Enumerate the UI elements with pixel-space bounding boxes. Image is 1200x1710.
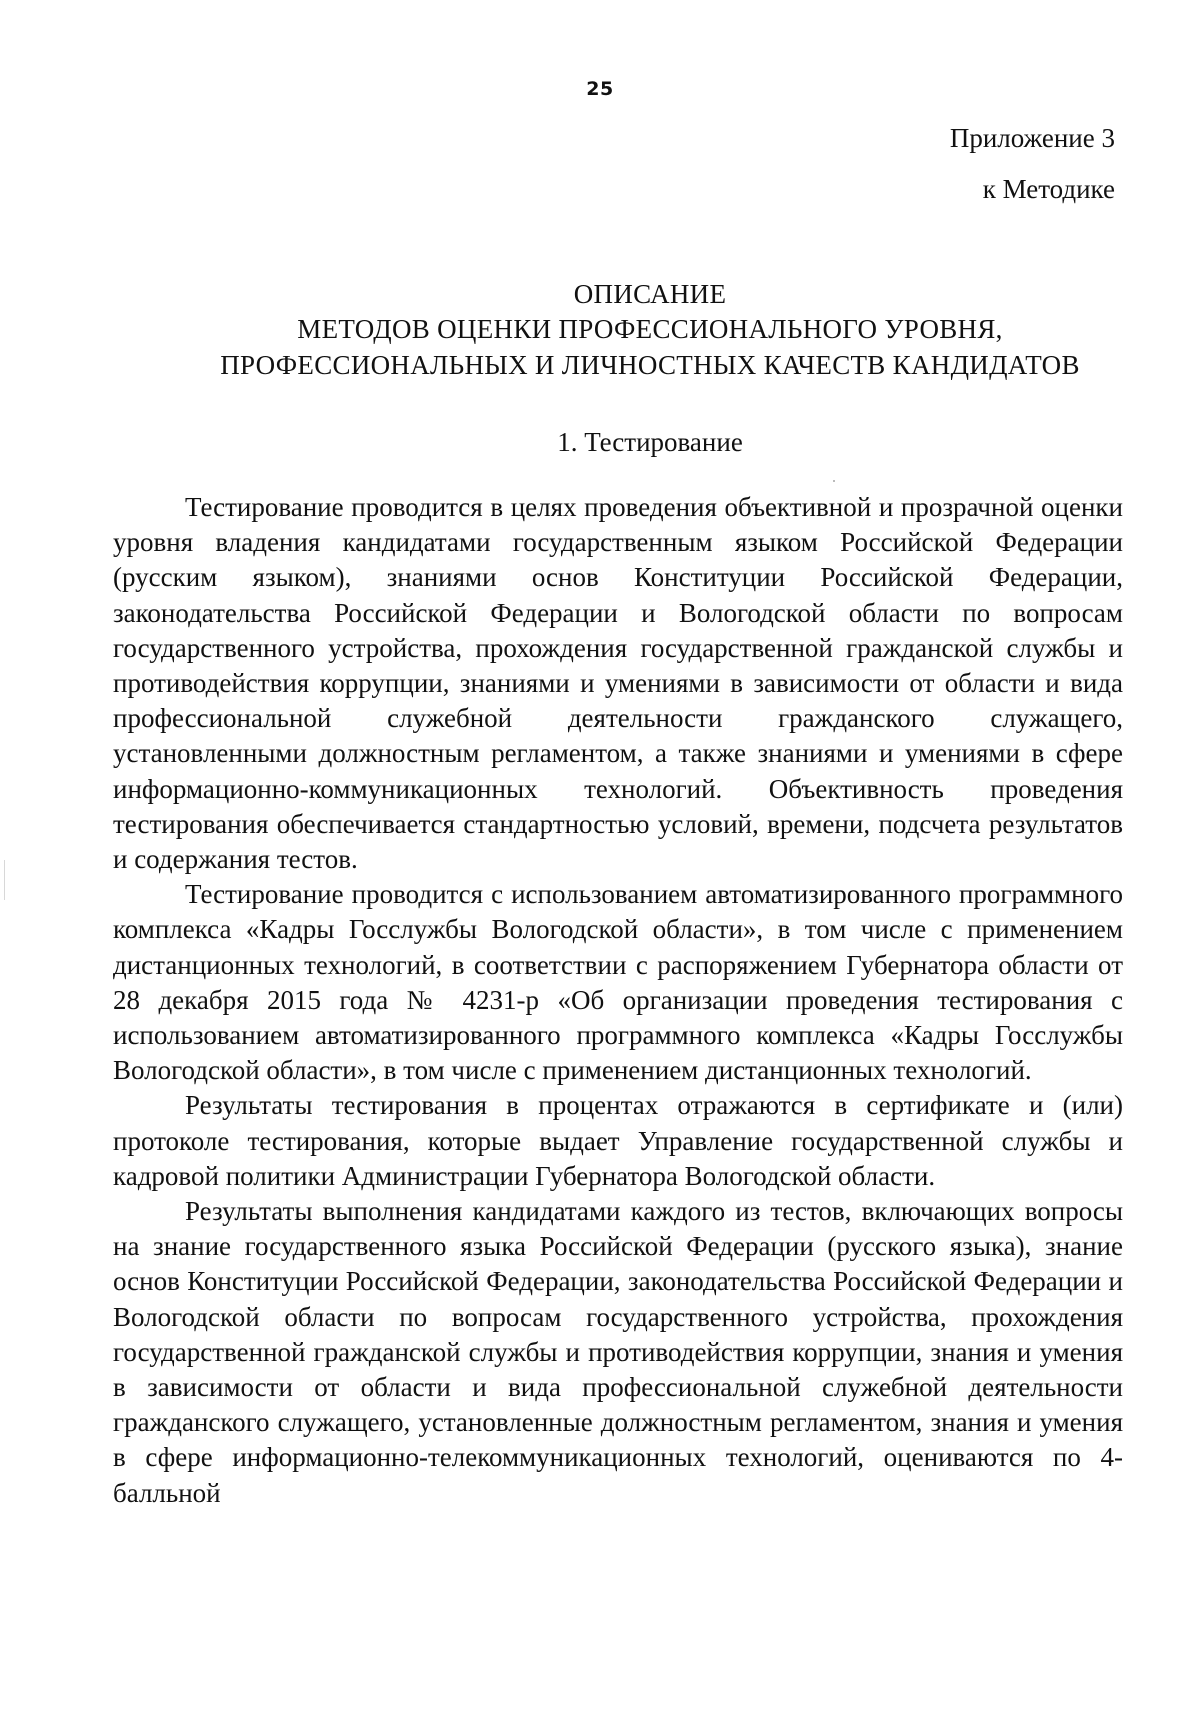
appendix-reference: к Методике (982, 174, 1115, 204)
document-title-line-3: ПРОФЕССИОНАЛЬНЫХ И ЛИЧНОСТНЫХ КАЧЕСТВ КАНДИДАТОВ (220, 350, 1080, 380)
scan-artifact (4, 860, 5, 900)
scan-artifact (833, 480, 835, 482)
section-body (113, 490, 1123, 1511)
section-heading: 1. Тестирование (557, 427, 743, 457)
paragraph: Результаты выполнения кандидатами каждого из тестов, включающих вопросы на знание государственного языка Российской Федерации (русского языка), знание основ Конституции Российской Федерации, законодательства Российской Федерации и Вологодской области по вопросам государственного устройства, прохождения государственной гражданской службы и противодействия коррупции, знания и умения в зависимости от области и вида профессиональной служебной деятельности гражданского служащего, установленные должностным регламентом, знания и умения в сфере информационно-телекоммуникационных технологий, оцениваются по 4-балльной (113, 1196, 1123, 1508)
document-title-line-1: ОПИСАНИЕ (573, 279, 727, 309)
paragraph: Результаты тестирования в процентах отражаются в сертификате и (или) протоколе тестирования, которые выдает Управление государственной службы и кадровой политики Администрации Губернатора Вологодской области. (113, 1090, 1123, 1191)
document-title-line-2: МЕТОДОВ ОЦЕНКИ ПРОФЕССИОНАЛЬНОГО УРОВНЯ, (297, 314, 1003, 344)
page-number: 25 (586, 78, 614, 100)
appendix-label: Приложение 3 (949, 123, 1115, 153)
paragraph: Тестирование проводится в целях проведения объективной и прозрачной оценки уровня владения кандидатами государственным языком Российской Федерации (русским языком), знаниями основ Конституции Российской Федерации, законодательства Российской Федерации и Вологодской области по вопросам государственного устройства, прохождения государственной гражданской службы и противодействия коррупции, знаниями и умениями в зависимости от области и вида профессиональной служебной деятельности гражданского служащего, установленными должностным регламентом, а также знаниями и умениями в сфере информационно-коммуникационных технологий. Объективность проведения тестирования обеспечивается стандартностью условий, времени, подсчета результатов и содержания тестов. (113, 492, 1123, 875)
paragraph: Тестирование проводится с использованием автоматизированного программного комплекса «Кадры Госслужбы Вологодской области», в том числе с применением дистанционных технологий, в соответствии с распоряжением Губернатора области от 28 декабря 2015 года № 4231-р «Об организации проведения тестирования с использованием автоматизированного программного комплекса «Кадры Госслужбы Вологодской области», в том числе с применением дистанционных технологий. (113, 879, 1123, 1086)
